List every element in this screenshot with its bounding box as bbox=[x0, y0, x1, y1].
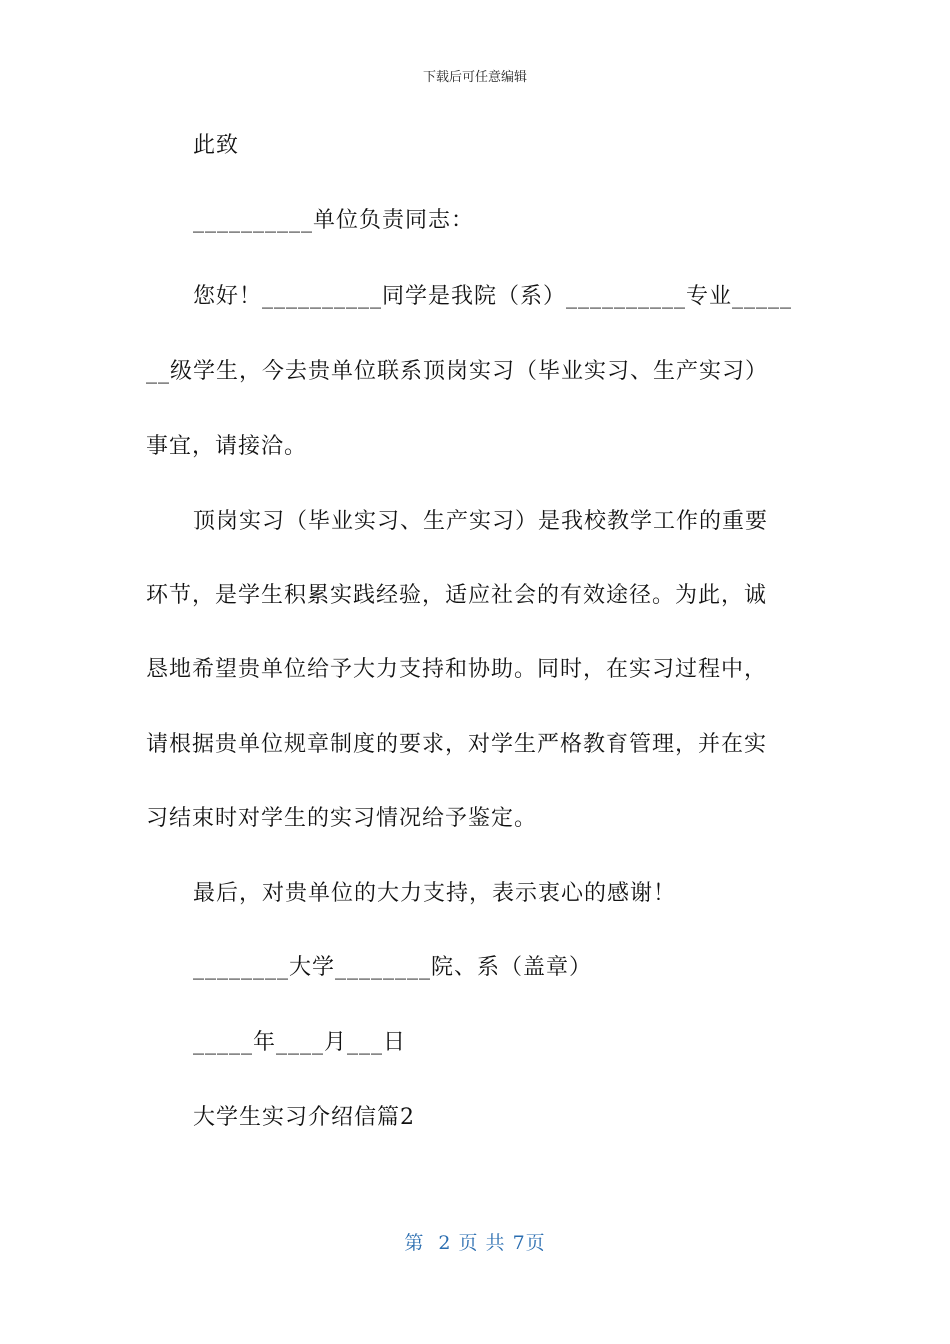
addressee-line: __________单位负责同志： bbox=[193, 208, 475, 233]
page-footer: 第 2 页 共 7页 bbox=[404, 1232, 546, 1254]
paragraph-2-line-1: 顶岗实习（毕业实习、生产实习）是我校教学工作的重要 bbox=[193, 509, 769, 534]
paragraph-1-line-2: __级学生，今去贵单位联系顶岗实习（毕业实习、生产实习） bbox=[146, 359, 769, 384]
paragraph-2-line-3: 恳地希望贵单位给予大力支持和协助。同时，在实习过程中， bbox=[146, 657, 768, 682]
paragraph-2-line-2: 环节，是学生积累实践经验，适应社会的有效途径。为此，诚 bbox=[146, 583, 768, 608]
next-section-title: 大学生实习介绍信篇2 bbox=[193, 1105, 415, 1130]
signature-line: ________大学________院、系（盖章） bbox=[193, 955, 593, 980]
date-line: _____年____月___日 bbox=[193, 1030, 407, 1055]
thanks-line: 最后，对贵单位的大力支持，表示衷心的感谢！ bbox=[193, 881, 677, 906]
paragraph-1-line-3: 事宜，请接洽。 bbox=[146, 434, 308, 459]
paragraph-1-line-1: 您好！__________同学是我院（系）__________专业_____ bbox=[193, 284, 793, 309]
paragraph-2-line-5: 习结束时对学生的实习情况给予鉴定。 bbox=[146, 806, 538, 831]
salutation-close: 此致 bbox=[193, 133, 240, 158]
paragraph-2-line-4: 请根据贵单位规章制度的要求，对学生严格教育管理，并在实 bbox=[146, 732, 768, 757]
header-note: 下载后可任意编辑 bbox=[422, 70, 527, 85]
